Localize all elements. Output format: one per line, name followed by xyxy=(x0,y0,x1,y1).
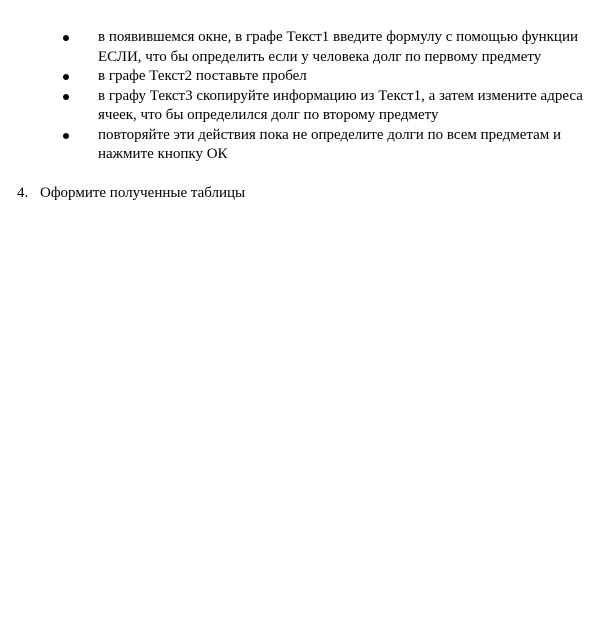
list-item-text: в графе Текст2 поставьте пробел xyxy=(98,68,307,84)
list-item-text: повторяйте эти действия пока не определите долги по всем предметам и нажмите кнопку ОК xyxy=(98,126,562,162)
list-item xyxy=(0,126,588,165)
step-number: 4. xyxy=(17,185,29,201)
bullet-icon xyxy=(63,74,69,80)
step-text: Оформите полученные таблицы xyxy=(40,185,246,201)
list-item xyxy=(0,87,588,126)
bullet-icon xyxy=(63,35,69,41)
list-item-text: в появившемся окне, в графе Текст1 введите формулу с помощью функции ЕСЛИ, что бы определить если у человека долг по первому предмету xyxy=(98,29,578,65)
bullet-icon xyxy=(63,94,69,100)
bullet-list xyxy=(0,28,613,165)
list-item xyxy=(0,67,588,87)
list-item xyxy=(0,28,588,67)
list-item-text: в графу Текст3 скопируйте информацию из Текст1, а затем измените адреса ячеек, что бы определился долг по второму предмету xyxy=(98,87,583,123)
bullet-icon xyxy=(63,133,69,139)
